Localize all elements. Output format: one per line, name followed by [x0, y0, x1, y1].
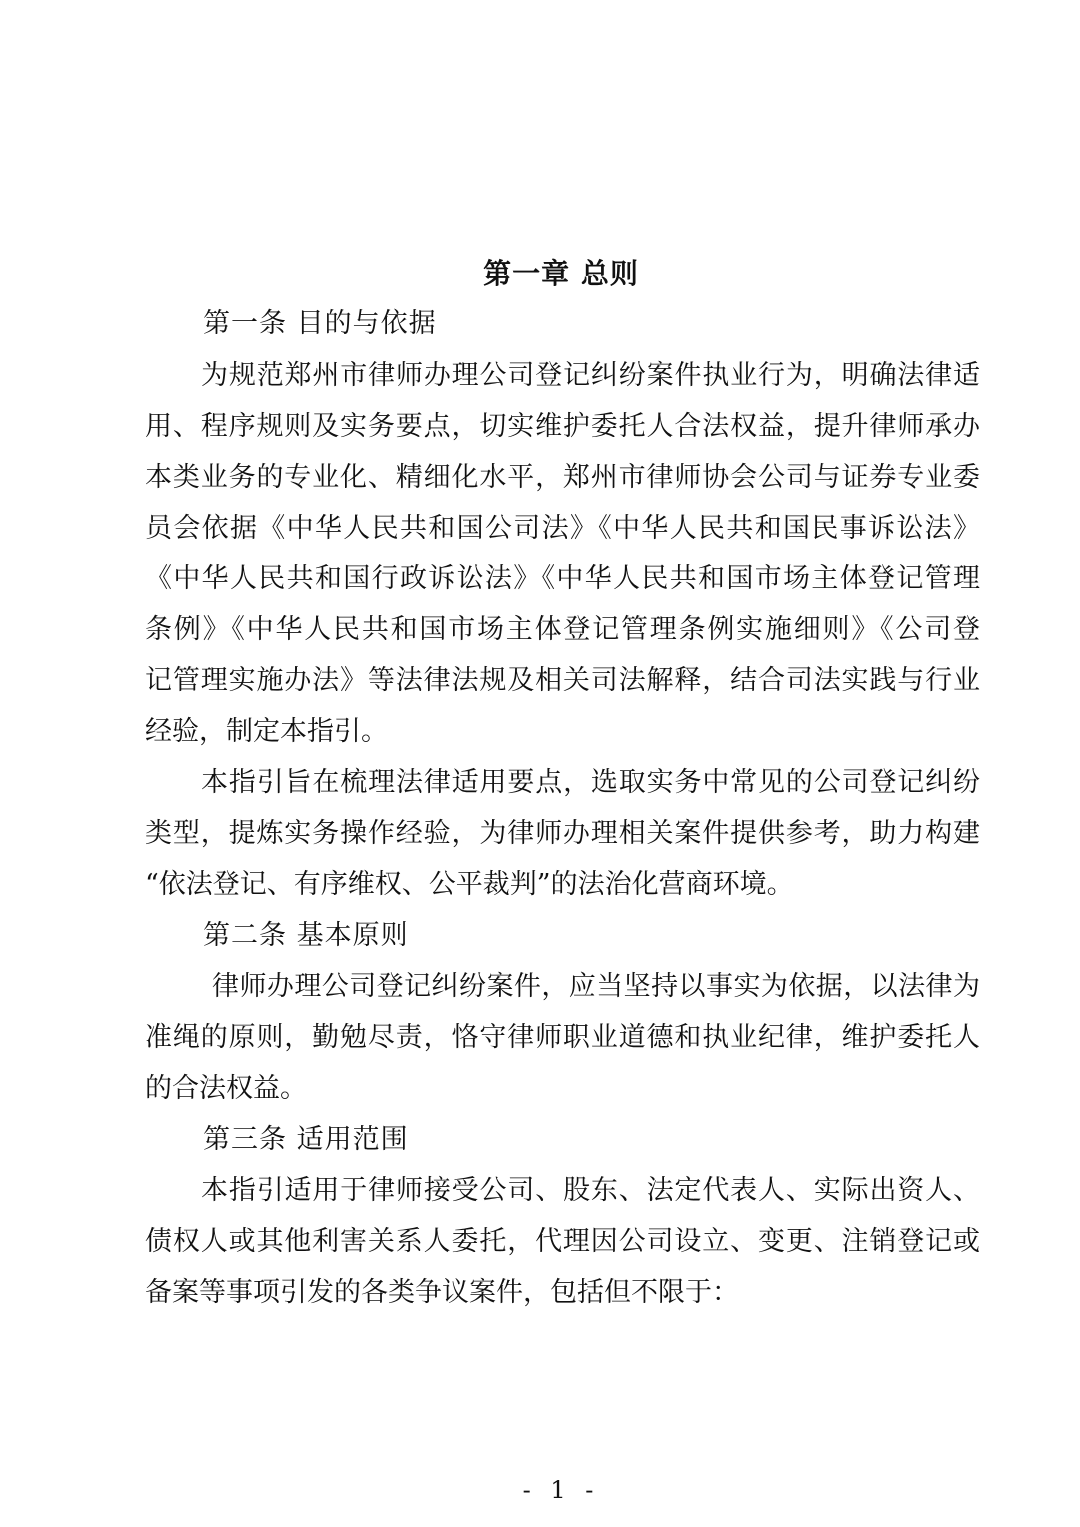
article-1-para-1-line: 经验，制定本指引。: [145, 716, 388, 747]
article-1-para-2-line: “依法登记、有序维权、公平裁判”的法治化营商环境。: [145, 869, 794, 900]
article-3-para-line: 债权人或其他利害关系人委托，代理因公司设立、变更、注销登记或: [145, 1226, 980, 1257]
article-2-para-line: 准绳的原则，勤勉尽责，恪守律师职业道德和执业纪律，维护委托人: [145, 1022, 980, 1053]
page-number: - 1 -: [522, 1476, 600, 1504]
article-3-para-line: 备案等事项引发的各类争议案件，包括但不限于：: [145, 1277, 739, 1308]
article-1-para-1-line: 为规范郑州市律师办理公司登记纠纷案件执业行为，明确法律适: [201, 360, 980, 391]
article-1-para-1-line: 员会依据《中华人民共和国公司法》《中华人民共和国民事诉讼法》: [145, 513, 980, 544]
article-1-para-1-line: 记管理实施办法》等法律法规及相关司法解释，结合司法实践与行业: [145, 665, 980, 696]
article-2-para-line: 的合法权益。: [145, 1073, 307, 1104]
article-1-para-1-line: 用、程序规则及实务要点，切实维护委托人合法权益，提升律师承办: [145, 411, 980, 442]
article-3-para-line: 本指引适用于律师接受公司、股东、法定代表人、实际出资人、: [201, 1175, 980, 1206]
article-1-para-1-line: 条例》《中华人民共和国市场主体登记管理条例实施细则》《公司登: [145, 614, 980, 645]
article-1-heading: 第一条 目的与依据: [203, 308, 437, 339]
article-1-para-1-line: 《中华人民共和国行政诉讼法》《中华人民共和国市场主体登记管理: [145, 563, 980, 594]
article-2-para-line: 律师办理公司登记纠纷案件，应当坚持以事实为依据，以法律为: [212, 971, 980, 1002]
article-1-para-2-line: 类型，提炼实务操作经验，为律师办理相关案件提供参考，助力构建: [145, 818, 980, 849]
article-1-para-2-line: 本指引旨在梳理法律适用要点，选取实务中常见的公司登记纠纷: [201, 767, 980, 798]
article-3-heading: 第三条 适用范围: [203, 1124, 409, 1155]
article-1-para-1-line: 本类业务的专业化、精细化水平，郑州市律师协会公司与证券专业委: [145, 462, 980, 493]
article-2-heading: 第二条 基本原则: [203, 920, 409, 951]
chapter-title: 第一章 总则: [483, 257, 639, 290]
